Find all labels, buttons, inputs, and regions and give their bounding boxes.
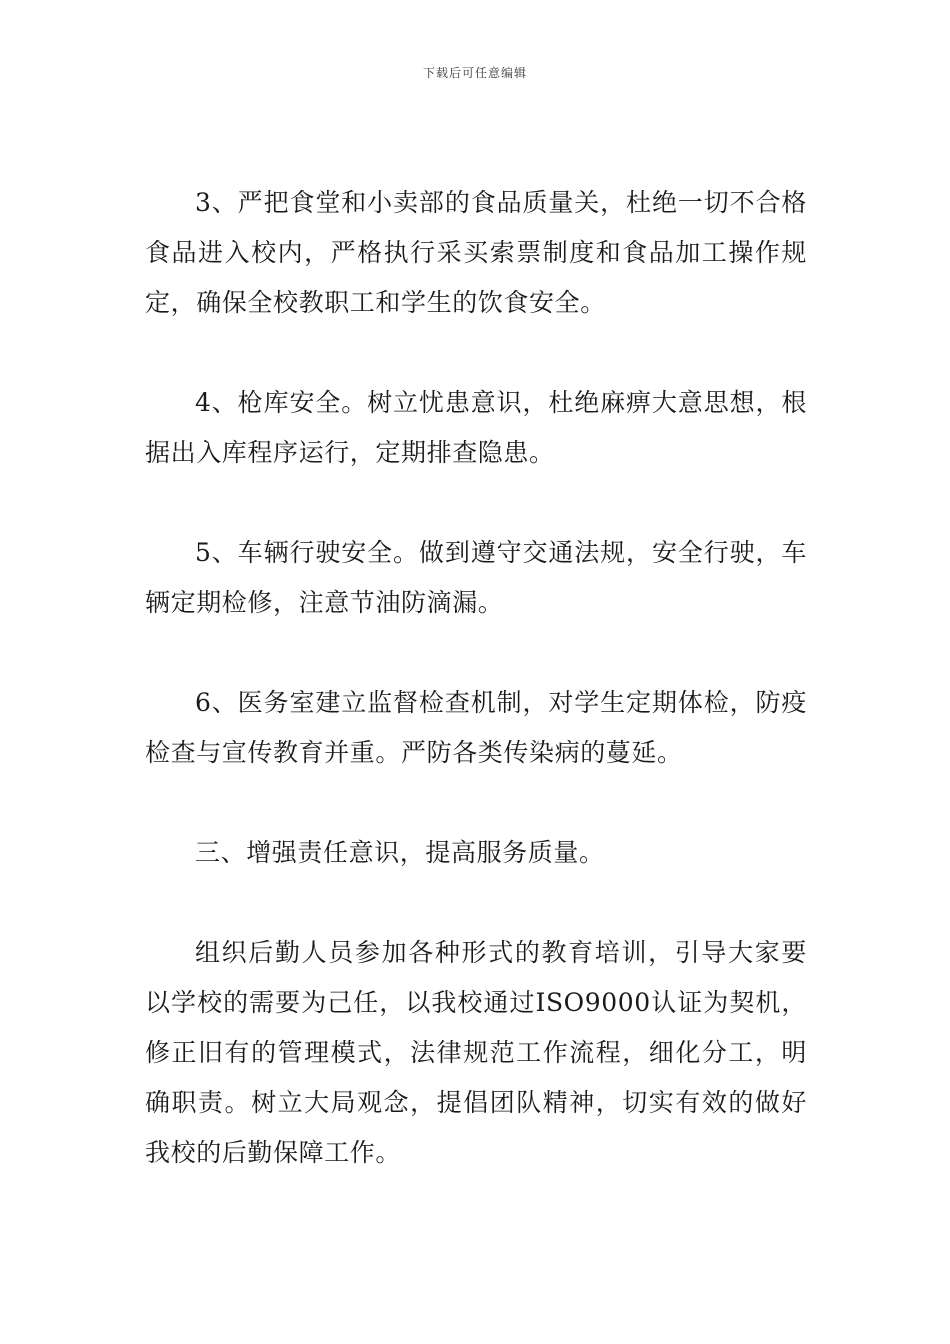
paragraph-vehicle-safety: 5、车辆行驶安全。做到遵守交通法规，安全行驶，车辆定期检修，注意节油防滴漏。 <box>145 538 807 617</box>
paragraph-spacer <box>145 328 807 378</box>
paragraph-spacer <box>145 628 807 678</box>
paragraph-spacer <box>145 778 807 828</box>
paragraph-armory-safety: 4、枪库安全。树立忧患意识，杜绝麻痹大意思想，根据出入库程序运行，定期排查隐患。 <box>145 388 807 467</box>
paragraph-spacer <box>145 878 807 928</box>
paragraph-spacer <box>145 478 807 528</box>
document-body <box>145 178 807 1178</box>
section-heading-responsibility: 三、增强责任意识，提高服务质量。 <box>195 838 605 867</box>
paragraph-staff-training: 组织后勤人员参加各种形式的教育培训，引导大家要以学校的需要为己任，以我校通过ISO9000认证为契机，修正旧有的管理模式，法律规范工作流程，细化分工，明确职责。树立大局观念，提倡团队精神，切实有效的做好我校的后勤保障工作。 <box>145 938 807 1167</box>
paragraph-canteen-safety: 3、严把食堂和小卖部的食品质量关，杜绝一切不合格食品进入校内，严格执行采买索票制度和食品加工操作规定，确保全校教职工和学生的饮食安全。 <box>145 188 807 317</box>
page-header: 下载后可任意编辑 <box>422 66 527 80</box>
paragraph-clinic-inspection: 6、医务室建立监督检查机制，对学生定期体检，防疫检查与宣传教育并重。严防各类传染病的蔓延。 <box>145 688 807 767</box>
